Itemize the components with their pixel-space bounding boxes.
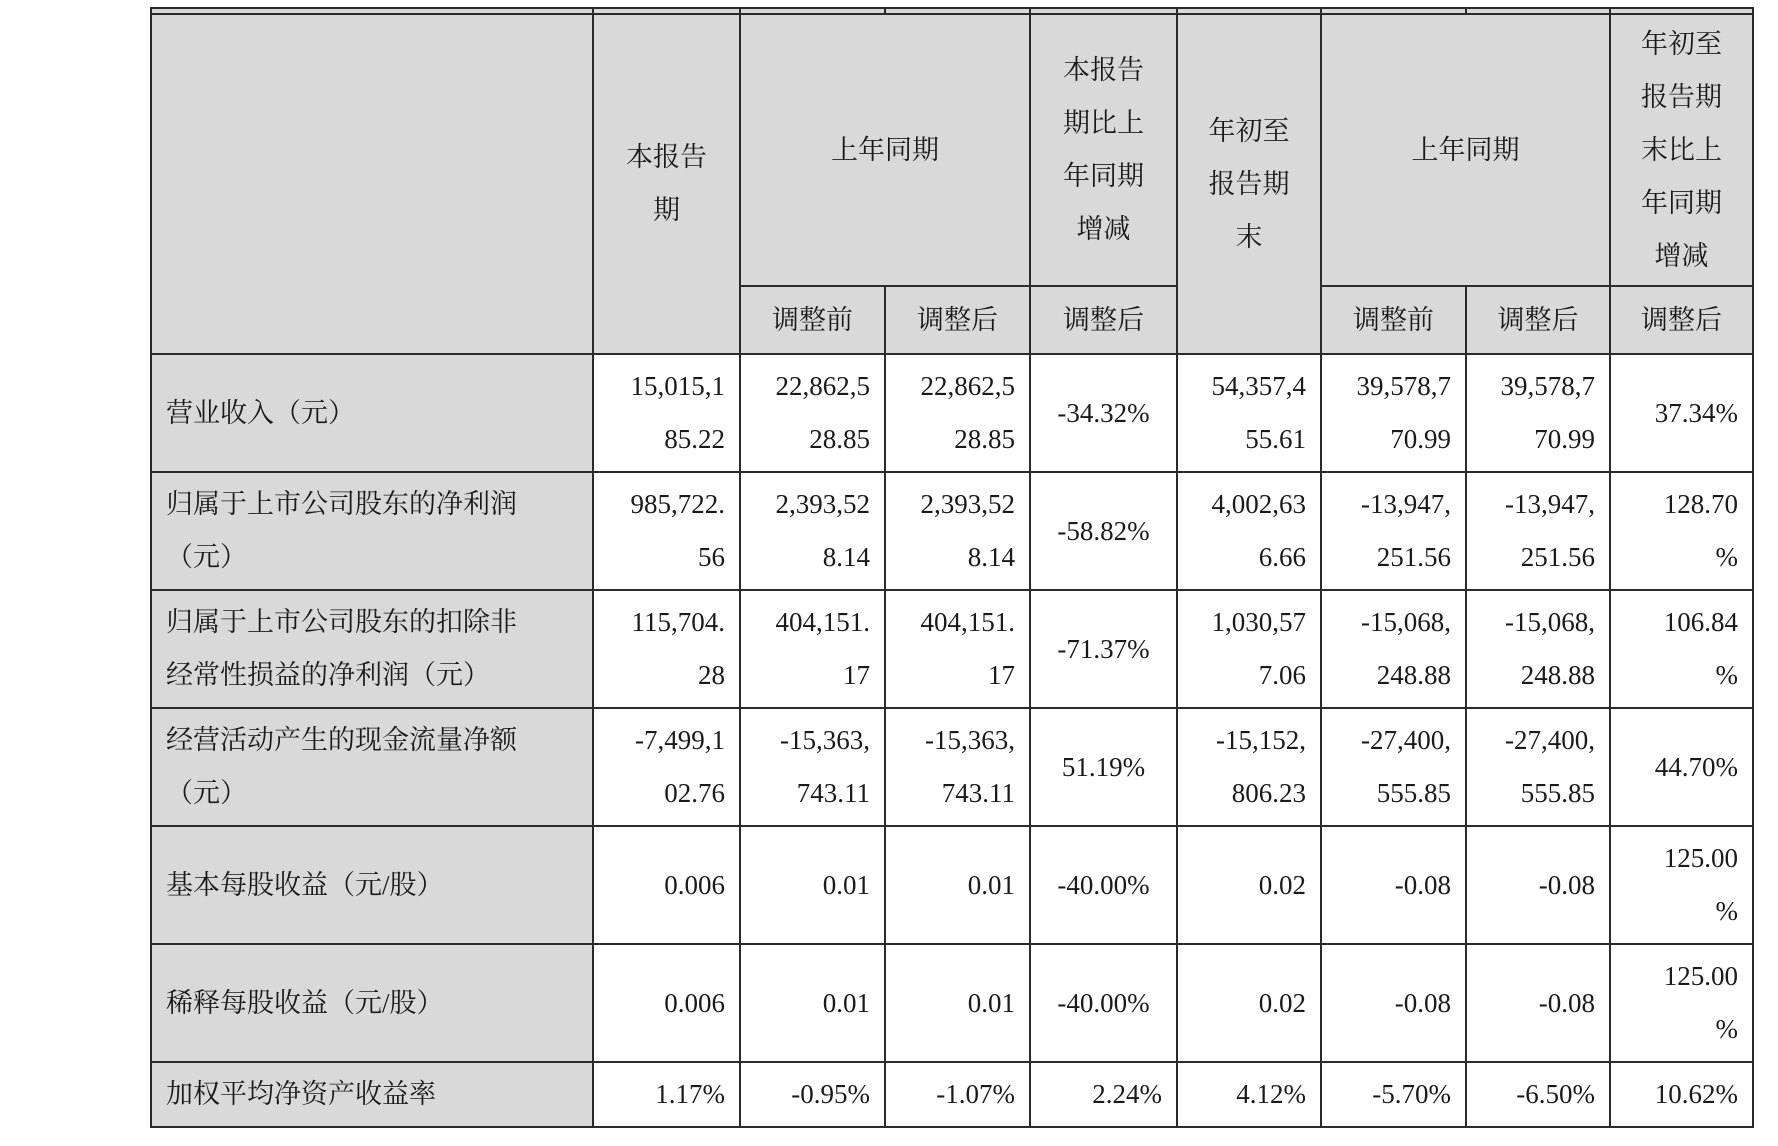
cell-prior-after: 404,151. 17 xyxy=(885,590,1030,708)
cell-ytd-prior-after: -0.08 xyxy=(1466,826,1610,944)
cell-prior-before: 404,151. 17 xyxy=(740,590,885,708)
cell-current: 115,704. 28 xyxy=(593,590,740,708)
cell-change: -71.37% xyxy=(1030,590,1177,708)
row-label: 基本每股收益（元/股） xyxy=(151,826,593,944)
cell-change: 2.24% xyxy=(1030,1062,1177,1127)
cell-prior-before: 0.01 xyxy=(740,826,885,944)
row-label: 稀释每股收益（元/股） xyxy=(151,944,593,1062)
row-label: 经营活动产生的现金流量净额 （元） xyxy=(151,708,593,826)
cell-ytd-change: 44.70% xyxy=(1610,708,1753,826)
header-blank-cell xyxy=(151,14,593,354)
table-row-operating-cash-flow xyxy=(151,708,1753,826)
cell-ytd: 4.12% xyxy=(1177,1062,1321,1127)
cell-prior-before: 0.01 xyxy=(740,944,885,1062)
cell-ytd-prior-before: -0.08 xyxy=(1321,826,1466,944)
cell-ytd-change: 10.62% xyxy=(1610,1062,1753,1127)
cell-current: 0.006 xyxy=(593,944,740,1062)
header-after-adjustment-ytd-change: 调整后 xyxy=(1610,286,1753,354)
header-prior-year-same-period: 上年同期 xyxy=(740,14,1030,286)
table-row-net-profit xyxy=(151,472,1753,590)
cell-prior-after: 2,393,52 8.14 xyxy=(885,472,1030,590)
cell-ytd: 1,030,57 7.06 xyxy=(1177,590,1321,708)
header-period-change: 本报告 期比上 年同期 增减 xyxy=(1030,14,1177,286)
cell-ytd-change: 106.84 % xyxy=(1610,590,1753,708)
table-row-basic-eps xyxy=(151,826,1753,944)
header-ytd-change: 年初至 报告期 末比上 年同期 增减 xyxy=(1610,14,1753,286)
row-label: 归属于上市公司股东的净利润 （元） xyxy=(151,472,593,590)
row-label: 加权平均净资产收益率 xyxy=(151,1062,593,1127)
cell-prior-before: 22,862,5 28.85 xyxy=(740,354,885,472)
row-label: 营业收入（元） xyxy=(151,354,593,472)
cell-ytd-prior-before: -13,947, 251.56 xyxy=(1321,472,1466,590)
table-row-revenue xyxy=(151,354,1753,472)
cell-ytd-change: 37.34% xyxy=(1610,354,1753,472)
header-prior-year-same-period-ytd: 上年同期 xyxy=(1321,14,1610,286)
cell-current: 0.006 xyxy=(593,826,740,944)
row-label: 归属于上市公司股东的扣除非 经常性损益的净利润（元） xyxy=(151,590,593,708)
cell-ytd: 54,357,4 55.61 xyxy=(1177,354,1321,472)
cell-ytd-prior-before: -0.08 xyxy=(1321,944,1466,1062)
cell-ytd-change: 125.00 % xyxy=(1610,826,1753,944)
cell-change: -40.00% xyxy=(1030,944,1177,1062)
cell-current: -7,499,1 02.76 xyxy=(593,708,740,826)
table-row-net-profit-deducted xyxy=(151,590,1753,708)
cell-ytd-prior-after: -27,400, 555.85 xyxy=(1466,708,1610,826)
cell-prior-before: 2,393,52 8.14 xyxy=(740,472,885,590)
cell-ytd: 4,002,63 6.66 xyxy=(1177,472,1321,590)
cell-ytd-prior-after: -6.50% xyxy=(1466,1062,1610,1127)
cell-prior-after: 0.01 xyxy=(885,944,1030,1062)
header-ytd: 年初至 报告期 末 xyxy=(1177,14,1321,354)
cell-ytd-prior-after: 39,578,7 70.99 xyxy=(1466,354,1610,472)
cell-ytd: -15,152, 806.23 xyxy=(1177,708,1321,826)
cell-ytd-prior-before: 39,578,7 70.99 xyxy=(1321,354,1466,472)
cell-ytd-prior-after: -15,068, 248.88 xyxy=(1466,590,1610,708)
header-before-adjustment: 调整前 xyxy=(740,286,885,354)
cell-change: -40.00% xyxy=(1030,826,1177,944)
cell-prior-before: -0.95% xyxy=(740,1062,885,1127)
cell-ytd-prior-after: -0.08 xyxy=(1466,944,1610,1062)
header-after-adjustment-ytd: 调整后 xyxy=(1466,286,1610,354)
cell-prior-after: -15,363, 743.11 xyxy=(885,708,1030,826)
cell-ytd: 0.02 xyxy=(1177,944,1321,1062)
cell-prior-after: 0.01 xyxy=(885,826,1030,944)
cell-ytd: 0.02 xyxy=(1177,826,1321,944)
cell-prior-after: -1.07% xyxy=(885,1062,1030,1127)
cell-ytd-prior-after: -13,947, 251.56 xyxy=(1466,472,1610,590)
cell-current: 985,722. 56 xyxy=(593,472,740,590)
cell-ytd-prior-before: -27,400, 555.85 xyxy=(1321,708,1466,826)
cell-change: -34.32% xyxy=(1030,354,1177,472)
table-row-diluted-eps xyxy=(151,944,1753,1062)
cell-prior-after: 22,862,5 28.85 xyxy=(885,354,1030,472)
cell-current: 1.17% xyxy=(593,1062,740,1127)
cell-prior-before: -15,363, 743.11 xyxy=(740,708,885,826)
header-current-period: 本报告 期 xyxy=(593,14,740,354)
header-after-adjustment-change: 调整后 xyxy=(1030,286,1177,354)
cell-ytd-change: 125.00 % xyxy=(1610,944,1753,1062)
cell-ytd-prior-before: -15,068, 248.88 xyxy=(1321,590,1466,708)
header-before-adjustment-ytd: 调整前 xyxy=(1321,286,1466,354)
financial-data-table xyxy=(150,7,1754,1128)
cell-ytd-prior-before: -5.70% xyxy=(1321,1062,1466,1127)
cell-ytd-change: 128.70 % xyxy=(1610,472,1753,590)
cell-current: 15,015,1 85.22 xyxy=(593,354,740,472)
header-row-main xyxy=(151,14,1753,286)
cell-change: 51.19% xyxy=(1030,708,1177,826)
cell-change: -58.82% xyxy=(1030,472,1177,590)
header-after-adjustment: 调整后 xyxy=(885,286,1030,354)
table-row-weighted-roe xyxy=(151,1062,1753,1127)
